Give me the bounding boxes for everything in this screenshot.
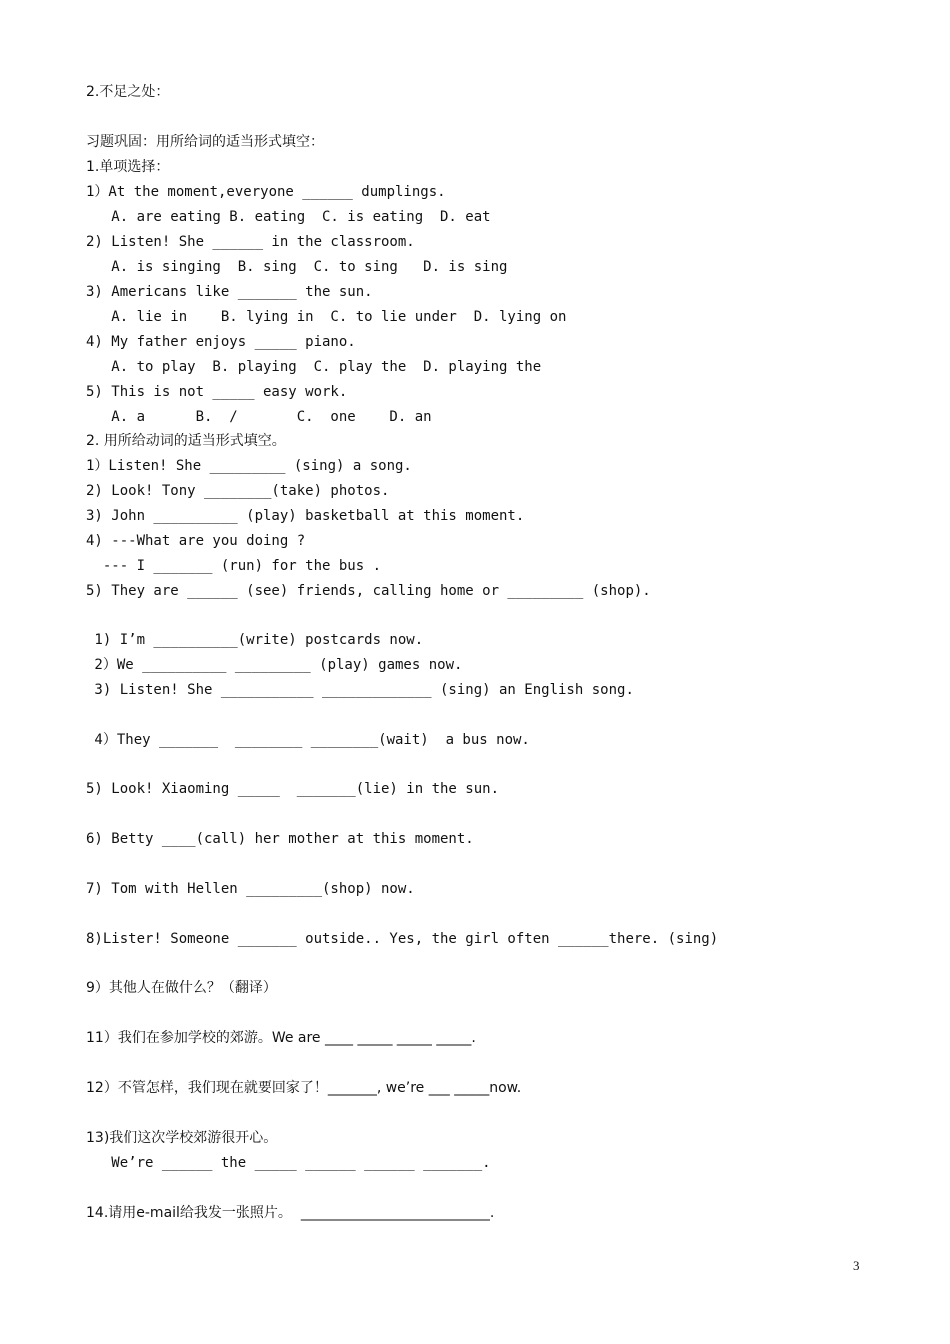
- question-line: 5) Look! Xiaoming _____ _______(lie) in the sun.: [86, 781, 500, 797]
- options-line: A. to play B. playing C. play the D. playing the: [86, 359, 542, 375]
- question-line: 7) Tom with Hellen _________(shop) now.: [86, 881, 415, 897]
- exercise-heading: 习题巩固：用所给词的适当形式填空：: [86, 134, 324, 150]
- options-line: A. a B. / C. one D. an: [86, 409, 432, 425]
- question-line: 4) ---What are you doing ?: [86, 533, 306, 549]
- question-line: --- I _______ (run) for the bus .: [86, 558, 382, 574]
- translation-question: 14.请用e-mail给我发一张照片。 ___________________________.: [86, 1205, 495, 1221]
- question-line: 2) Listen! She ______ in the classroom.: [86, 234, 415, 250]
- translation-question: 11）我们在参加学校的郊游。We are ____ _____ _____ _____.: [86, 1030, 476, 1046]
- question-line: 1）Listen! She _________ (sing) a song.: [86, 458, 412, 474]
- options-line: A. is singing B. sing C. to sing D. is sing: [86, 259, 508, 275]
- question-line: 4）They _______ ________ ________(wait) a bus now.: [86, 732, 530, 748]
- verb-form-heading: 2. 用所给动词的适当形式填空。: [86, 433, 286, 449]
- question-line: 8)Lister! Someone _______ outside.. Yes, the girl often ______there. (sing): [86, 931, 719, 947]
- translation-question: 9）其他人在做什么？（翻译）: [86, 980, 277, 996]
- question-line: 3) John __________ (play) basketball at this moment.: [86, 508, 525, 524]
- question-line: 5) This is not _____ easy work.: [86, 384, 348, 400]
- question-line: 2) Look! Tony ________(take) photos.: [86, 483, 390, 499]
- translation-question: 13)我们这次学校郊游很开心。: [86, 1130, 278, 1146]
- options-line: A. lie in B. lying in C. to lie under D. lying on: [86, 309, 567, 325]
- translation-answer-line: We’re ______ the _____ ______ ______ _______.: [86, 1155, 491, 1171]
- question-line: 1) I’m __________(write) postcards now.: [86, 632, 424, 648]
- question-line: 5) They are ______ (see) friends, calling home or _________ (shop).: [86, 583, 651, 599]
- translation-question: 12）不管怎样，我们现在就要回家了！_______, we’re ___ _____now.: [86, 1080, 522, 1096]
- page-number: 3: [853, 1258, 860, 1273]
- options-line: A. are eating B. eating C. is eating D. eat: [86, 209, 491, 225]
- multiple-choice-heading: 1.单项选择：: [86, 159, 170, 175]
- question-line: 1）At the moment,everyone ______ dumplings.: [86, 184, 446, 200]
- question-line: 6) Betty ____(call) her mother at this moment.: [86, 831, 474, 847]
- question-line: 4) My father enjoys _____ piano.: [86, 334, 356, 350]
- question-line: 2）We __________ _________ (play) games now.: [86, 657, 463, 673]
- question-line: 3) Americans like _______ the sun.: [86, 284, 373, 300]
- section-shortcomings: 2.不足之处：: [86, 84, 170, 100]
- question-line: 3) Listen! She ___________ _____________ (sing) an English song.: [86, 682, 634, 698]
